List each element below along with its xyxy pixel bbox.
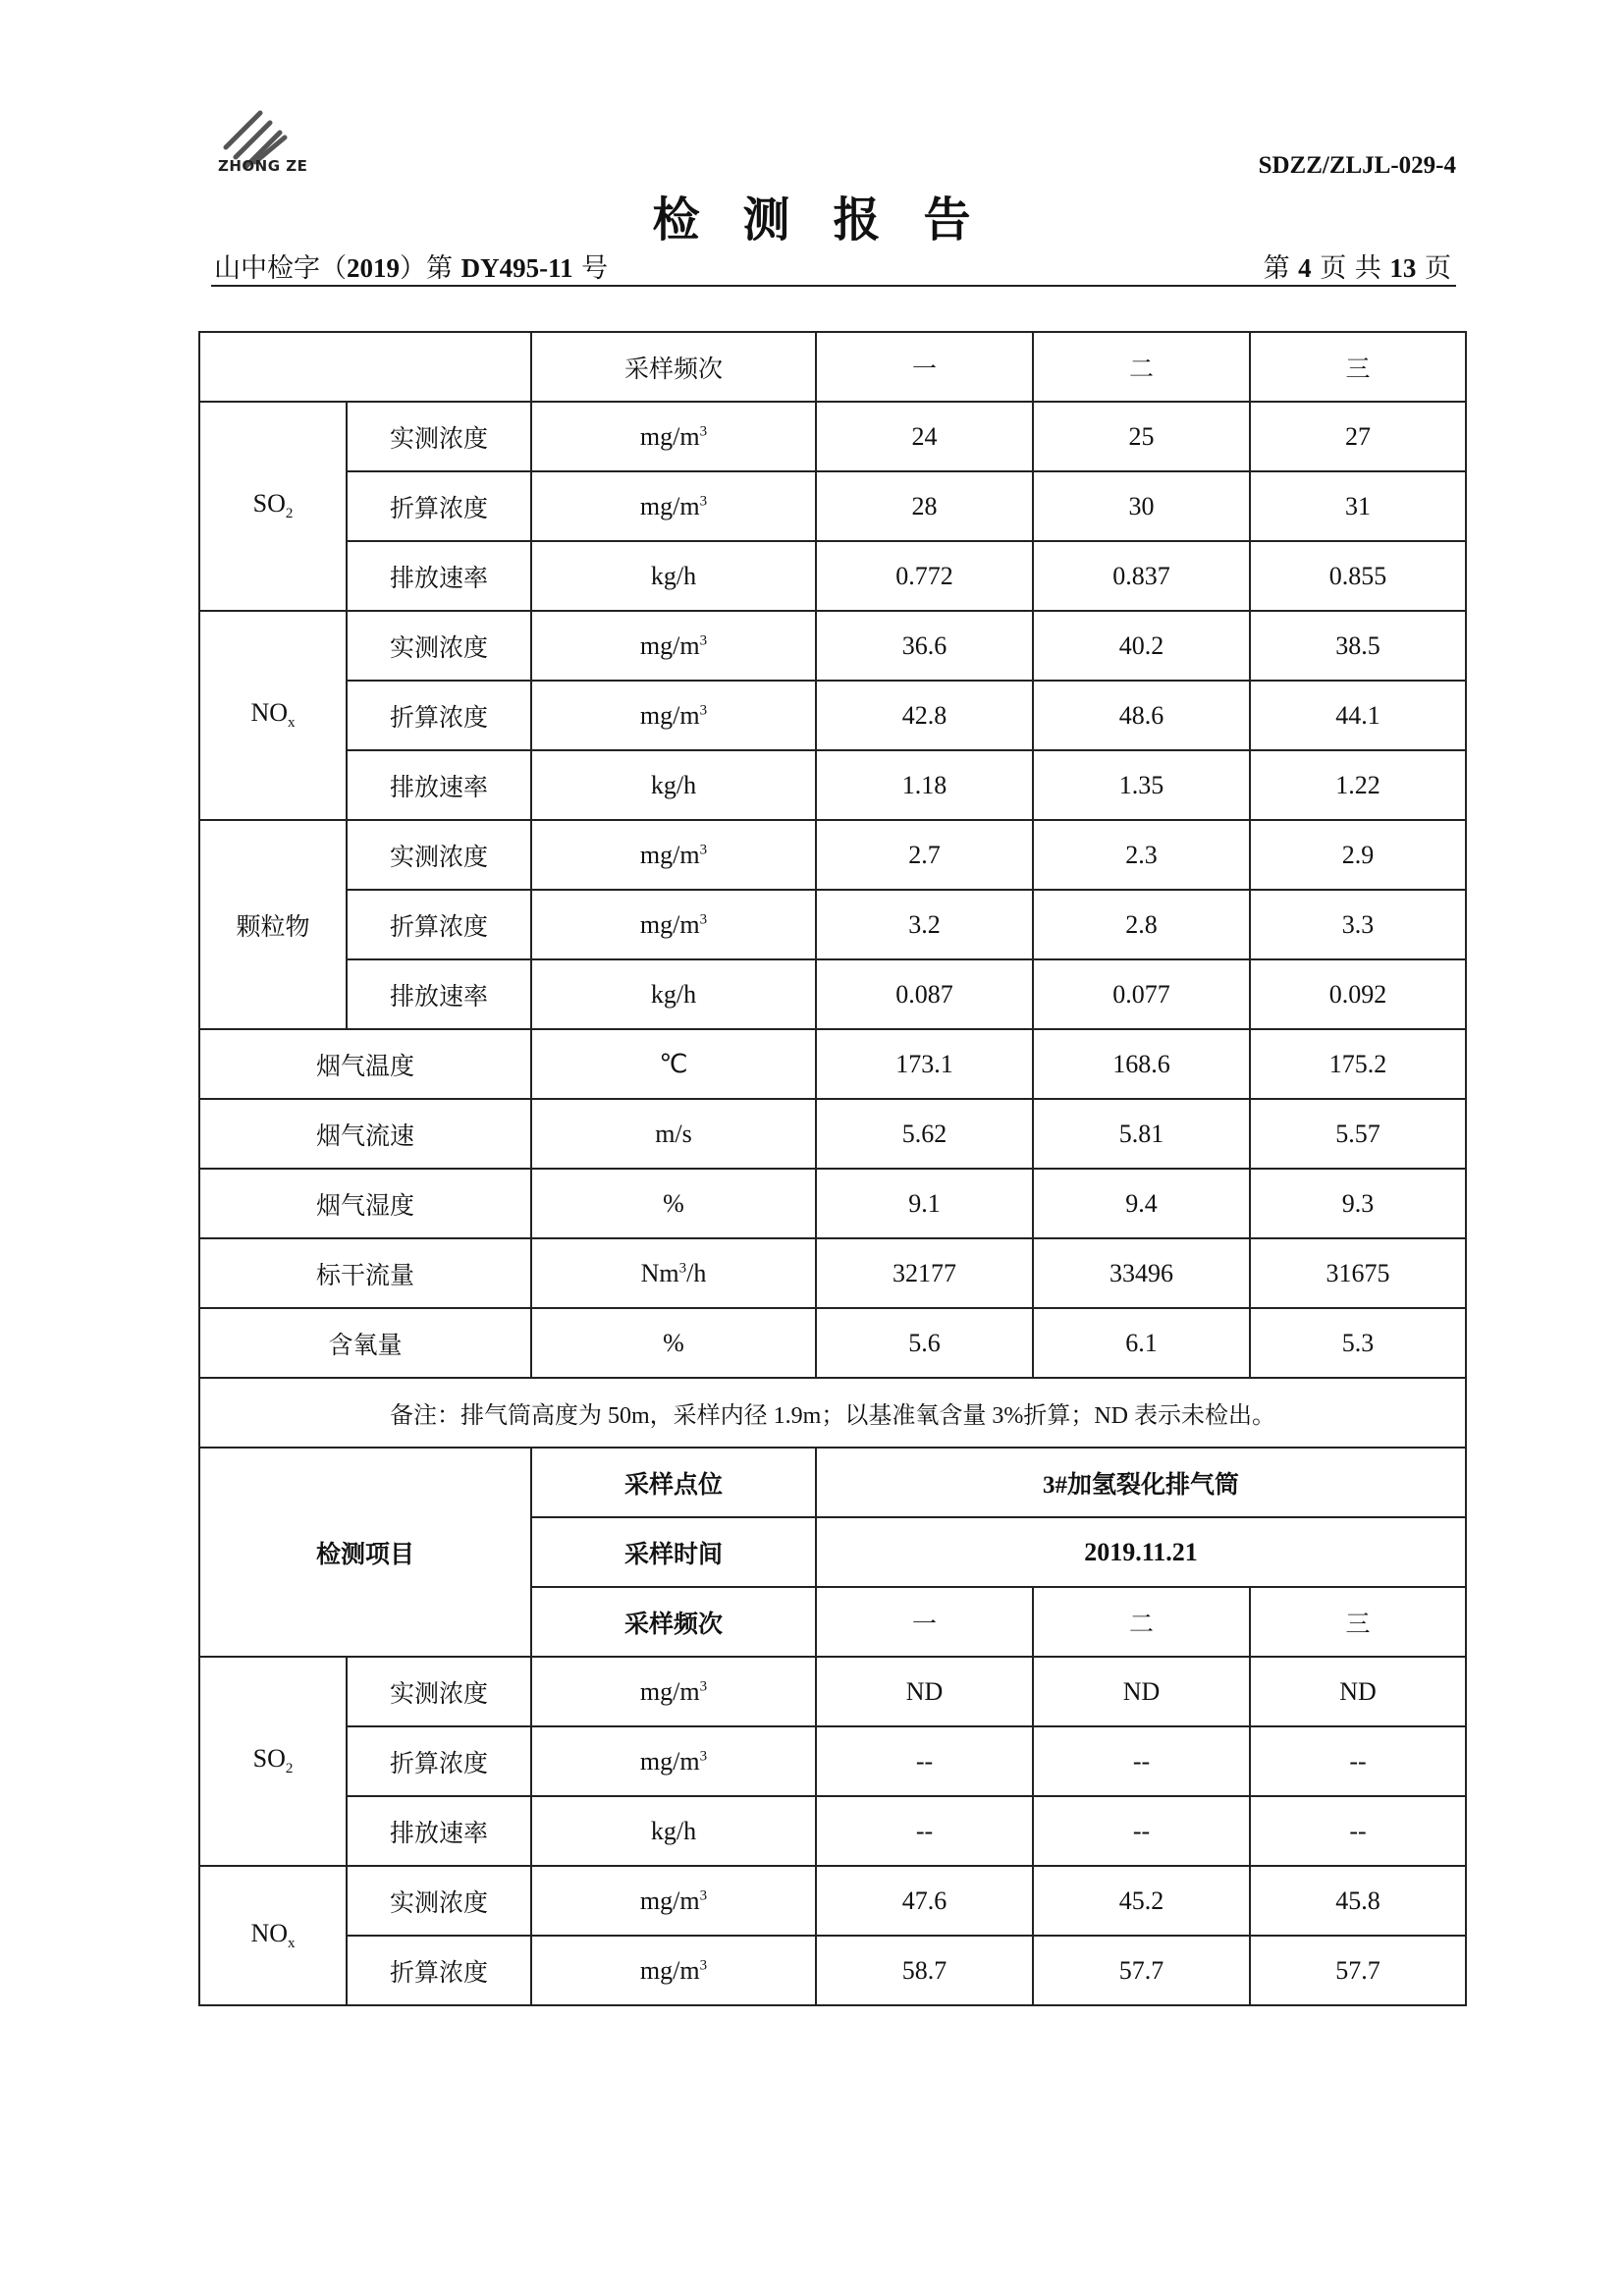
item-cell: 标干流量 [199, 1238, 531, 1308]
table-row [199, 1657, 1466, 1726]
item-cell: 烟气流速 [199, 1099, 531, 1169]
time-label: 采样时间 [531, 1517, 816, 1587]
table-row [199, 1936, 1466, 2005]
table-header-row [199, 1448, 1466, 1517]
note-row [199, 1378, 1466, 1448]
freq-cell: 一 [816, 1587, 1033, 1657]
report-number: 山中检字（2019）第 DY495-11 号 [214, 253, 609, 284]
freq-cell: 二 [1033, 1587, 1250, 1657]
unit-cell: % [531, 1308, 816, 1378]
parameter-name: $SO_2$ [199, 402, 347, 611]
value-cell: 0.087 [816, 959, 1033, 1029]
item-cell: 烟气温度 [199, 1029, 531, 1099]
table-header-row [199, 332, 1466, 402]
value-cell: 2.7 [816, 820, 1033, 890]
value-cell: 0.092 [1250, 959, 1466, 1029]
measurement-table [198, 331, 1467, 2006]
value-cell: 2.9 [1250, 820, 1466, 890]
table-row [199, 1726, 1466, 1796]
freq-cell: 三 [1250, 332, 1466, 402]
remark-note: 备注：排气筒高度为 50m，采样内径 1.9m；以基准氧含量 3%折算；ND 表示未检出。 [199, 1378, 1466, 1448]
item-cell: 排放速率 [347, 541, 531, 611]
value-cell: 0.855 [1250, 541, 1466, 611]
value-cell: 57.7 [1033, 1936, 1250, 2005]
item-cell: 含氧量 [199, 1308, 531, 1378]
table-row [199, 402, 1466, 471]
value-cell: -- [1033, 1726, 1250, 1796]
value-cell: 42.8 [816, 681, 1033, 750]
item-cell: 折算浓度 [347, 890, 531, 959]
value-cell: 2.8 [1033, 890, 1250, 959]
item-cell: 实测浓度 [347, 402, 531, 471]
point-label: 采样点位 [531, 1448, 816, 1517]
value-cell: 2.3 [1033, 820, 1250, 890]
table-row [199, 1796, 1466, 1866]
value-cell: 0.772 [816, 541, 1033, 611]
unit-cell: $mg/m^3$ [531, 681, 816, 750]
blank-cell [199, 332, 531, 402]
value-cell: 57.7 [1250, 1936, 1466, 2005]
freq-label: 采样频次 [531, 332, 816, 402]
value-cell: 32177 [816, 1238, 1033, 1308]
parameter-name: 颗粒物 [199, 820, 347, 1029]
point-value: 3#加氢裂化排气筒 [816, 1448, 1466, 1517]
value-cell: 33496 [1033, 1238, 1250, 1308]
unit-cell: $mg/m^3$ [531, 1657, 816, 1726]
value-cell: 28 [816, 471, 1033, 541]
parameter-name: $NO_x$ [199, 611, 347, 820]
value-cell: 5.3 [1250, 1308, 1466, 1378]
table-row [199, 611, 1466, 681]
value-cell: -- [1250, 1796, 1466, 1866]
value-cell: 173.1 [816, 1029, 1033, 1099]
unit-cell: $mg/m^3$ [531, 1936, 816, 2005]
item-cell: 排放速率 [347, 750, 531, 820]
time-value: 2019.11.21 [816, 1517, 1466, 1587]
freq-cell: 二 [1033, 332, 1250, 402]
value-cell: 25 [1033, 402, 1250, 471]
value-cell: 1.35 [1033, 750, 1250, 820]
item-label: 检测项目 [199, 1448, 531, 1657]
table-row [199, 541, 1466, 611]
value-cell: 5.62 [816, 1099, 1033, 1169]
table-row [199, 1099, 1466, 1169]
value-cell: -- [816, 1726, 1033, 1796]
unit-cell: $mg/m^3$ [531, 1866, 816, 1936]
value-cell: 9.4 [1033, 1169, 1250, 1238]
item-cell: 折算浓度 [347, 681, 531, 750]
unit-cell: $mg/m^3$ [531, 402, 816, 471]
unit-cell: $mg/m^3$ [531, 471, 816, 541]
item-cell: 烟气湿度 [199, 1169, 531, 1238]
table-row [199, 681, 1466, 750]
value-cell: 3.3 [1250, 890, 1466, 959]
unit-cell: % [531, 1169, 816, 1238]
item-cell: 折算浓度 [347, 1726, 531, 1796]
unit-cell: kg/h [531, 750, 816, 820]
parameter-name: $NO_x$ [199, 1866, 347, 2005]
value-cell: 1.18 [816, 750, 1033, 820]
unit-cell: $mg/m^3$ [531, 890, 816, 959]
unit-cell: $mg/m^3$ [531, 1726, 816, 1796]
table-row [199, 1866, 1466, 1936]
unit-cell: ℃ [531, 1029, 816, 1099]
value-cell: 40.2 [1033, 611, 1250, 681]
value-cell: 31675 [1250, 1238, 1466, 1308]
page-number: 第 4 页 共 13 页 [1263, 253, 1451, 284]
item-cell: 实测浓度 [347, 1657, 531, 1726]
table-row [199, 1169, 1466, 1238]
value-cell: 0.077 [1033, 959, 1250, 1029]
item-cell: 折算浓度 [347, 471, 531, 541]
value-cell: -- [1250, 1726, 1466, 1796]
parameter-name: $SO_2$ [199, 1657, 347, 1866]
table-row [199, 890, 1466, 959]
unit-cell: kg/h [531, 959, 816, 1029]
table-row [199, 1238, 1466, 1308]
value-cell: 3.2 [816, 890, 1033, 959]
value-cell: 45.8 [1250, 1866, 1466, 1936]
item-cell: 折算浓度 [347, 1936, 531, 2005]
value-cell: -- [816, 1796, 1033, 1866]
value-cell: 6.1 [1033, 1308, 1250, 1378]
value-cell: 9.3 [1250, 1169, 1466, 1238]
item-cell: 排放速率 [347, 1796, 531, 1866]
unit-cell: kg/h [531, 1796, 816, 1866]
unit-cell: m/s [531, 1099, 816, 1169]
value-cell: 44.1 [1250, 681, 1466, 750]
freq-cell: 三 [1250, 1587, 1466, 1657]
value-cell: ND [1250, 1657, 1466, 1726]
table-row [199, 1308, 1466, 1378]
table-row [199, 820, 1466, 890]
item-cell: 实测浓度 [347, 611, 531, 681]
value-cell: 24 [816, 402, 1033, 471]
table-row [199, 1029, 1466, 1099]
value-cell: 27 [1250, 402, 1466, 471]
value-cell: 36.6 [816, 611, 1033, 681]
item-cell: 排放速率 [347, 959, 531, 1029]
unit-cell: kg/h [531, 541, 816, 611]
unit-cell: $mg/m^3$ [531, 820, 816, 890]
value-cell: 168.6 [1033, 1029, 1250, 1099]
value-cell: -- [1033, 1796, 1250, 1866]
unit-cell: Nm$^3$/h [531, 1238, 816, 1308]
freq-cell: 一 [816, 332, 1033, 402]
logo-text: ZHONG ZE [218, 157, 308, 175]
value-cell: 38.5 [1250, 611, 1466, 681]
value-cell: 45.2 [1033, 1866, 1250, 1936]
value-cell: 30 [1033, 471, 1250, 541]
value-cell: 1.22 [1250, 750, 1466, 820]
table-row [199, 471, 1466, 541]
item-cell: 实测浓度 [347, 1866, 531, 1936]
value-cell: ND [1033, 1657, 1250, 1726]
header-divider [211, 285, 1456, 287]
value-cell: 175.2 [1250, 1029, 1466, 1099]
value-cell: 5.6 [816, 1308, 1033, 1378]
page-title: 检测报告 [652, 192, 1014, 247]
value-cell: 31 [1250, 471, 1466, 541]
unit-cell: $mg/m^3$ [531, 611, 816, 681]
table-row [199, 750, 1466, 820]
value-cell: ND [816, 1657, 1033, 1726]
value-cell: 5.81 [1033, 1099, 1250, 1169]
value-cell: 47.6 [816, 1866, 1033, 1936]
value-cell: 0.837 [1033, 541, 1250, 611]
value-cell: 48.6 [1033, 681, 1250, 750]
value-cell: 58.7 [816, 1936, 1033, 2005]
value-cell: 9.1 [816, 1169, 1033, 1238]
freq-label: 采样频次 [531, 1587, 816, 1657]
document-code: SDZZ/ZLJL-029-4 [1258, 152, 1456, 179]
table-row [199, 959, 1466, 1029]
value-cell: 5.57 [1250, 1099, 1466, 1169]
item-cell: 实测浓度 [347, 820, 531, 890]
